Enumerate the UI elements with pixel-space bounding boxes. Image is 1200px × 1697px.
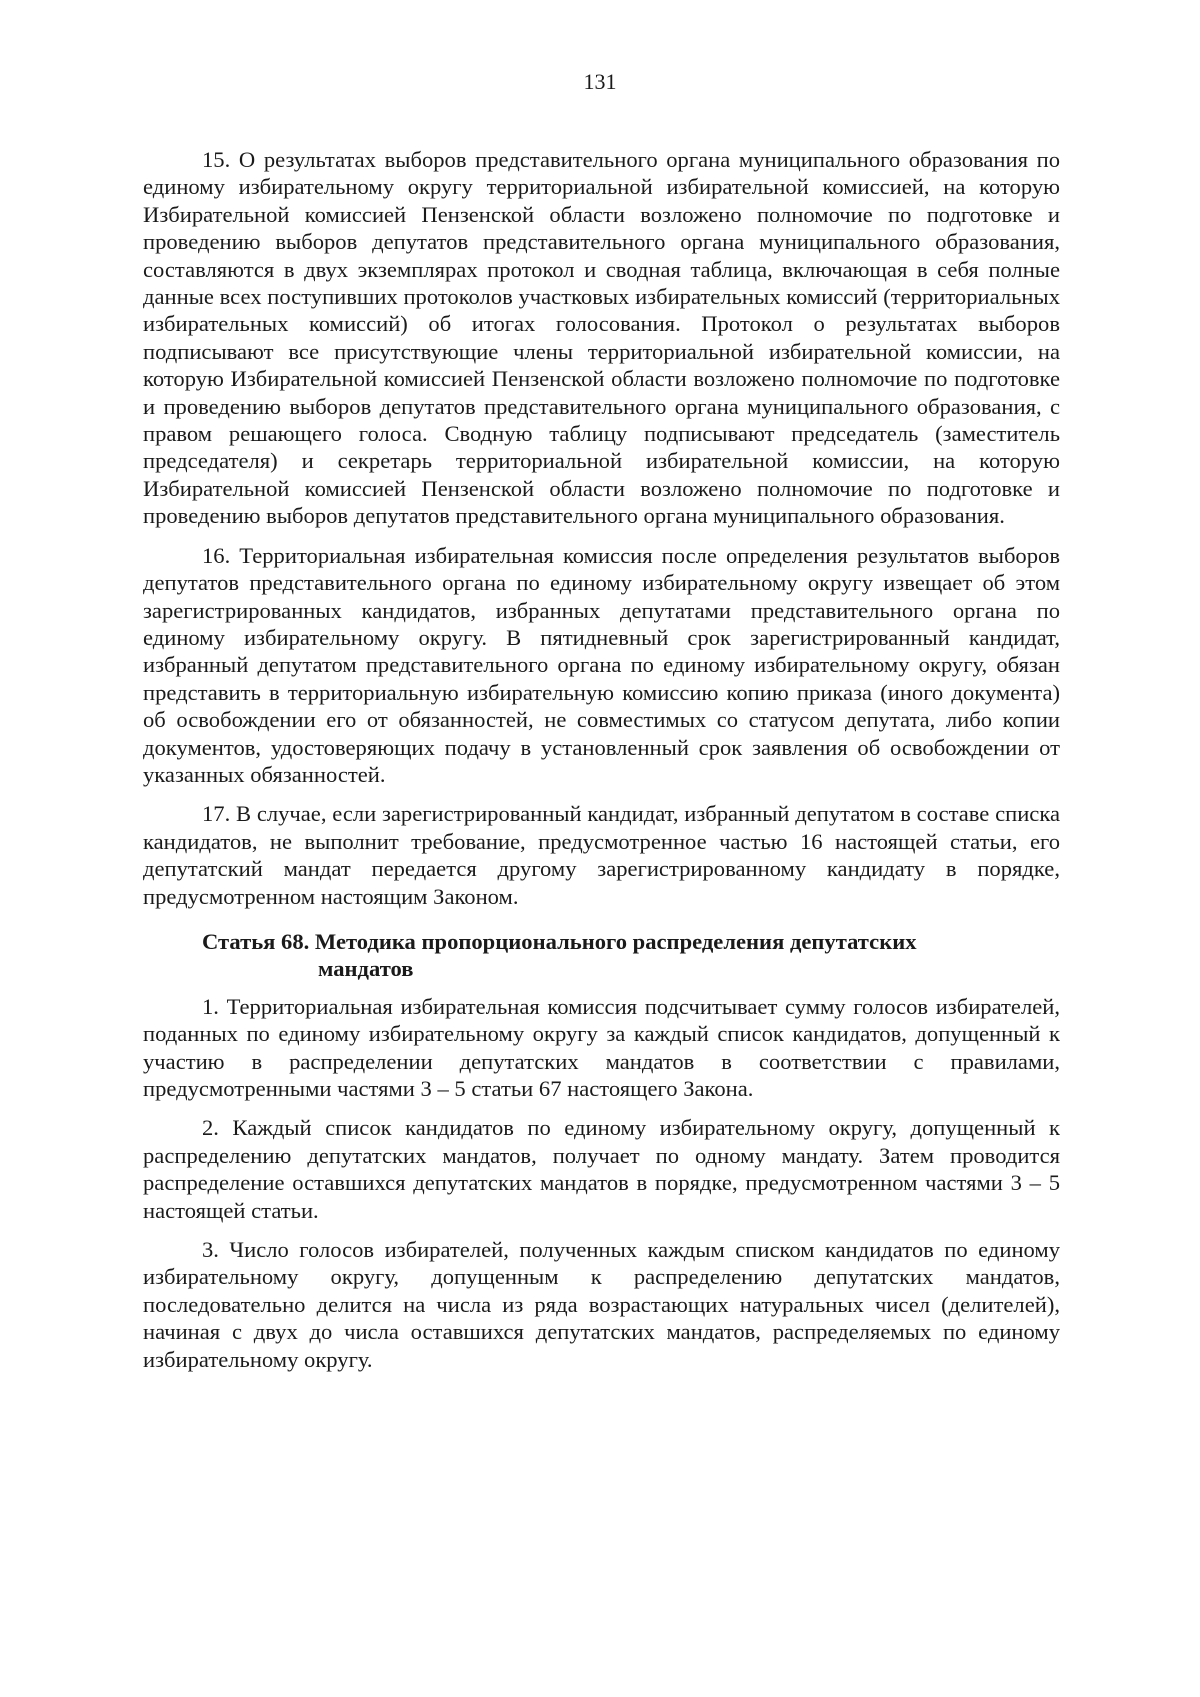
- paragraph-16: 16. Территориальная избирательная комиссия после определения результатов выборов депутатов представительного органа по единому избирательному округу извещает об этом зарегистрированных кандидатов, избранных депутатами представительного органа по единому избирательному округу. В пятидневный срок зарегистрированный кандидат, избранный депутатом представительного органа по единому избирательному округу, обязан представить в территориальную избирательную комиссию копию приказа (иного документа) об освобождении его от обязанностей, не совместимых со статусом депутата, либо копии документов, удостоверяющих подачу в установленный срок заявления об освобождении от указанных обязанностей.: [143, 542, 1060, 787]
- paragraph-15: 15. О результатах выборов представительного органа муниципального образования по единому избирательному округу территориальной избирательной комиссией, на которую Избирательной комиссией Пензенской области возложено полномочие по подготовке и проведению выборов депутатов представительного органа муниципального образования, составляются в двух экземплярах протокол и сводная таблица, включающая в себя полные данные всех поступивших протоколов участковых избирательных комиссий (территориальных избирательных комиссий) об итогах голосования. Протокол о результатах выборов подписывают все присутствующие члены территориальной избирательной комиссии, на которую Избирательной комиссией Пензенской области возложено полномочие по подготовке и проведению выборов депутатов представительного органа муниципального образования, с правом решающего голоса. Сводную таблицу подписывают председатель (заместитель председателя) и секретарь территориальной избирательной комиссии, на которую Избирательной комиссией Пензенской области возложено полномочие по подготовке и проведению выборов депутатов представительного органа муниципального образования.: [143, 147, 1060, 529]
- article-68-heading: [143, 928, 1060, 983]
- article-68-paragraph-2: 2. Каждый список кандидатов по единому избирательному округу, допущенный к распределению депутатских мандатов, получает по одному мандату. Затем проводится распределение оставшихся депутатских мандатов в порядке, предусмотренном частями 3 – 5 настоящей статьи.: [143, 1115, 1060, 1223]
- article-heading-line-1: Статья 68. Методика пропорционального распределения депутатских: [202, 928, 917, 954]
- article-heading-line-2: мандатов: [318, 956, 414, 982]
- article-68-paragraph-3: 3. Число голосов избирателей, полученных каждым списком кандидатов по единому избирательному округу, допущенным к распределению депутатских мандатов, последовательно делится на числа из ряда возрастающих натуральных чисел (делителей), начиная с двух до числа оставшихся депутатских мандатов, распределяемых по единому избирательному округу.: [143, 1237, 1060, 1372]
- article-68-paragraph-1: 1. Территориальная избирательная комиссия подсчитывает сумму голосов избирателей, поданных по единому избирательному округу за каждый список кандидатов, допущенный к участию в распределении депутатских мандатов в соответствии с правилами, предусмотренными частями 3 – 5 статьи 67 настоящего Закона.: [143, 993, 1060, 1101]
- page-number: 131: [583, 69, 617, 94]
- document-body: [143, 146, 1060, 1385]
- paragraph-17: 17. В случае, если зарегистрированный кандидат, избранный депутатом в составе списка кандидатов, не выполнит требование, предусмотренное частью 16 настоящей статьи, его депутатский мандат передается другому зарегистрированному кандидату в порядке, предусмотренном настоящим Законом.: [143, 801, 1060, 909]
